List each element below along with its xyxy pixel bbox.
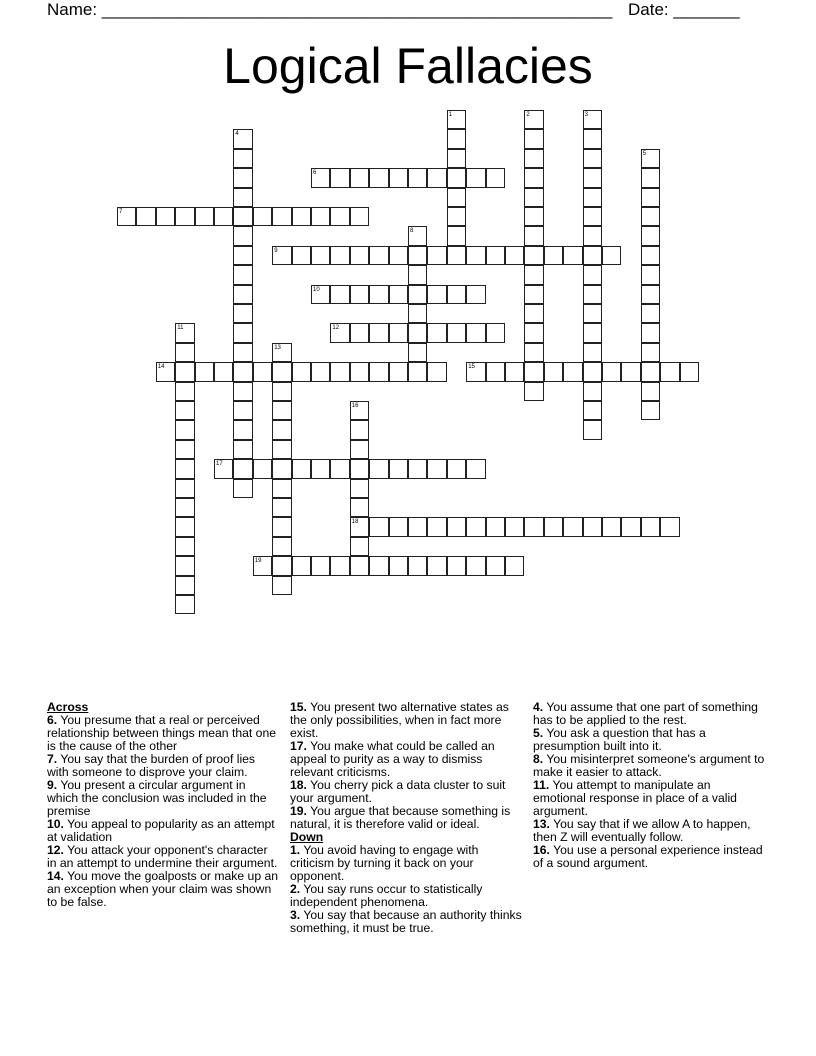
grid-cell[interactable] xyxy=(447,110,466,129)
grid-cell[interactable] xyxy=(233,188,252,207)
grid-cell[interactable] xyxy=(272,459,291,478)
grid-cell[interactable] xyxy=(408,459,427,478)
across-clue: 7. You say that the burden of proof lies with someone to disprove your claim. xyxy=(47,752,256,779)
grid-cell[interactable] xyxy=(641,246,660,265)
grid-cell[interactable] xyxy=(253,362,272,381)
grid-cell[interactable] xyxy=(524,285,543,304)
grid-cell[interactable] xyxy=(214,207,233,226)
grid-cell[interactable] xyxy=(350,207,369,226)
clues-column-3 xyxy=(533,701,765,870)
grid-cell[interactable] xyxy=(408,265,427,284)
grid-cell[interactable] xyxy=(233,265,252,284)
grid-cell[interactable] xyxy=(330,246,349,265)
grid-cell[interactable] xyxy=(427,459,446,478)
grid-cell[interactable] xyxy=(524,246,543,265)
grid-cell[interactable] xyxy=(350,498,369,517)
grid-cell[interactable] xyxy=(272,576,291,595)
grid-cell[interactable] xyxy=(233,207,252,226)
across-clue: 15. You present two alternative states as the only possibilities, when in fact more exist. xyxy=(290,700,509,740)
grid-cell[interactable] xyxy=(641,168,660,187)
grid-cell[interactable] xyxy=(311,285,330,304)
grid-cell[interactable] xyxy=(233,246,252,265)
grid-cell[interactable] xyxy=(563,362,582,381)
grid-cell[interactable] xyxy=(505,517,524,536)
grid-cell[interactable] xyxy=(486,362,505,381)
clue-number: 16 xyxy=(351,403,359,409)
grid-cell[interactable] xyxy=(233,479,252,498)
grid-cell[interactable] xyxy=(427,168,446,187)
grid-cell[interactable] xyxy=(233,401,252,420)
grid-cell[interactable] xyxy=(272,517,291,536)
grid-cell[interactable] xyxy=(350,556,369,575)
grid-cell[interactable] xyxy=(175,459,194,478)
grid-cell[interactable] xyxy=(311,246,330,265)
grid-cell[interactable] xyxy=(369,556,388,575)
grid-cell[interactable] xyxy=(272,401,291,420)
grid-cell[interactable] xyxy=(641,382,660,401)
grid-cell[interactable] xyxy=(350,323,369,342)
clue-number: 12 xyxy=(332,325,340,332)
grid-cell[interactable] xyxy=(641,188,660,207)
grid-cell[interactable] xyxy=(408,168,427,187)
clue-number: 1 xyxy=(448,112,453,118)
grid-cell[interactable] xyxy=(350,479,369,498)
grid-cell[interactable] xyxy=(330,323,349,342)
grid-cell[interactable] xyxy=(524,188,543,207)
down-clue: 3. You say that because an authority thinks something, it must be true. xyxy=(290,908,522,935)
grid-cell[interactable] xyxy=(583,304,602,323)
down-clue: 16. You use a personal experience instead of a sound argument. xyxy=(533,843,763,870)
grid-cell[interactable] xyxy=(427,246,446,265)
grid-cell[interactable] xyxy=(369,285,388,304)
grid-cell[interactable] xyxy=(233,362,252,381)
grid-cell[interactable] xyxy=(486,556,505,575)
grid-cell[interactable] xyxy=(641,343,660,362)
grid-cell[interactable] xyxy=(641,304,660,323)
down-clue: 4. You assume that one part of something has to be applied to the rest. xyxy=(533,700,758,727)
grid-cell[interactable] xyxy=(466,246,485,265)
grid-cell[interactable] xyxy=(660,517,679,536)
grid-cell[interactable] xyxy=(272,382,291,401)
grid-cell[interactable] xyxy=(447,188,466,207)
grid-cell[interactable] xyxy=(427,517,446,536)
grid-cell[interactable] xyxy=(447,207,466,226)
grid-cell[interactable] xyxy=(175,576,194,595)
grid-cell[interactable] xyxy=(505,556,524,575)
grid-cell[interactable] xyxy=(524,323,543,342)
grid-cell[interactable] xyxy=(583,401,602,420)
grid-cell[interactable] xyxy=(524,110,543,129)
clues-column-2 xyxy=(290,701,522,935)
grid-cell[interactable] xyxy=(466,459,485,478)
grid-cell[interactable] xyxy=(563,246,582,265)
grid-cell[interactable] xyxy=(311,556,330,575)
grid-cell[interactable] xyxy=(408,226,427,245)
grid-cell[interactable] xyxy=(350,420,369,439)
grid-cell[interactable] xyxy=(369,362,388,381)
grid-cell[interactable] xyxy=(447,556,466,575)
grid-cell[interactable] xyxy=(272,207,291,226)
grid-cell[interactable] xyxy=(175,401,194,420)
grid-cell[interactable] xyxy=(641,285,660,304)
down-clue: 11. You attempt to manipulate an emotional response in place of a valid argument. xyxy=(533,778,737,818)
grid-cell[interactable] xyxy=(408,362,427,381)
grid-cell[interactable] xyxy=(583,246,602,265)
grid-cell[interactable] xyxy=(175,479,194,498)
grid-cell[interactable] xyxy=(447,226,466,245)
across-heading: Across xyxy=(47,700,89,714)
grid-cell[interactable] xyxy=(641,226,660,245)
grid-cell[interactable] xyxy=(175,207,194,226)
grid-cell[interactable] xyxy=(486,246,505,265)
puzzle-title: Logical Fallacies xyxy=(223,38,593,94)
clue-number: 8 xyxy=(410,228,414,235)
grid-cell[interactable] xyxy=(583,362,602,381)
grid-cell[interactable] xyxy=(544,362,563,381)
grid-cell[interactable] xyxy=(524,362,543,381)
grid-cell[interactable] xyxy=(408,304,427,323)
grid-cell[interactable] xyxy=(292,207,311,226)
grid-cell[interactable] xyxy=(175,556,194,575)
grid-cell[interactable] xyxy=(272,498,291,517)
clue-number: 6 xyxy=(313,170,317,177)
grid-cell[interactable] xyxy=(292,362,311,381)
grid-cell[interactable] xyxy=(233,129,252,148)
grid-cell[interactable] xyxy=(641,362,660,381)
grid-cell[interactable] xyxy=(233,304,252,323)
across-clue: 17. You make what could be called an appeal to purity as a way to dismiss relevant criticisms. xyxy=(290,739,495,779)
clue-number: 14 xyxy=(157,364,165,371)
grid-cell[interactable] xyxy=(233,343,252,362)
grid-cell[interactable] xyxy=(369,459,388,478)
grid-cell[interactable] xyxy=(583,168,602,187)
grid-cell[interactable] xyxy=(583,323,602,342)
down-clue: 5. You ask a question that has a presumption built into it. xyxy=(533,726,706,753)
grid-cell[interactable] xyxy=(233,168,252,187)
grid-cell[interactable] xyxy=(175,440,194,459)
date-field-label: Date: _______ xyxy=(628,0,740,19)
grid-cell[interactable] xyxy=(408,323,427,342)
grid-cell[interactable] xyxy=(195,207,214,226)
grid-cell[interactable] xyxy=(680,362,699,381)
grid-cell[interactable] xyxy=(466,285,485,304)
grid-cell[interactable] xyxy=(330,168,349,187)
grid-cell[interactable] xyxy=(583,517,602,536)
grid-cell[interactable] xyxy=(350,517,369,536)
grid-cell[interactable] xyxy=(524,517,543,536)
grid-cell[interactable] xyxy=(175,498,194,517)
grid-cell[interactable] xyxy=(369,323,388,342)
grid-cell[interactable] xyxy=(466,323,485,342)
grid-cell[interactable] xyxy=(447,129,466,148)
grid-cell[interactable] xyxy=(175,537,194,556)
grid-cell[interactable] xyxy=(447,285,466,304)
across-clue: 12. You attack your opponent's character in an attempt to undermine their argument. xyxy=(47,843,278,870)
grid-cell[interactable] xyxy=(524,168,543,187)
grid-cell[interactable] xyxy=(156,207,175,226)
grid-cell[interactable] xyxy=(447,459,466,478)
grid-cell[interactable] xyxy=(524,304,543,323)
grid-cell[interactable] xyxy=(389,323,408,342)
across-clue: 18. You cherry pick a data cluster to suit your argument. xyxy=(290,778,506,805)
grid-cell[interactable] xyxy=(408,285,427,304)
grid-cell[interactable] xyxy=(389,168,408,187)
down-clue: 2. You say runs occur to statistically independent phenomena. xyxy=(290,882,483,909)
clue-number: 4 xyxy=(235,131,239,138)
grid-cell[interactable] xyxy=(233,420,252,439)
across-clue: 6. You presume that a real or perceived relationship between things mean that one is the cause of the other xyxy=(47,713,277,753)
grid-cell[interactable] xyxy=(641,149,660,168)
grid-cell[interactable] xyxy=(544,517,563,536)
grid-cell[interactable] xyxy=(389,459,408,478)
grid-cell[interactable] xyxy=(583,382,602,401)
grid-cell[interactable] xyxy=(641,207,660,226)
grid-cell[interactable] xyxy=(233,149,252,168)
grid-cell[interactable] xyxy=(156,362,175,381)
grid-cell[interactable] xyxy=(524,382,543,401)
grid-cell[interactable] xyxy=(272,362,291,381)
grid-cell[interactable] xyxy=(466,362,485,381)
clue-number: 17 xyxy=(216,461,223,468)
clue-number: 2 xyxy=(526,112,530,118)
across-clue: 14. You move the goalposts or make up an an exception when your claim was shown to be false. xyxy=(47,869,279,909)
grid-cell[interactable] xyxy=(272,537,291,556)
grid-cell[interactable] xyxy=(214,362,233,381)
clue-number: 19 xyxy=(254,558,262,565)
grid-cell[interactable] xyxy=(233,440,252,459)
grid-cell[interactable] xyxy=(175,517,194,536)
clue-number: 13 xyxy=(274,344,281,351)
across-clue: 10. You appeal to popularity as an attempt at validation xyxy=(47,817,275,844)
grid-cell[interactable] xyxy=(292,459,311,478)
grid-cell[interactable] xyxy=(195,362,214,381)
grid-cell[interactable] xyxy=(408,556,427,575)
grid-cell[interactable] xyxy=(427,556,446,575)
grid-cell[interactable] xyxy=(175,343,194,362)
grid-cell[interactable] xyxy=(583,188,602,207)
grid-cell[interactable] xyxy=(350,459,369,478)
grid-cell[interactable] xyxy=(253,207,272,226)
grid-cell[interactable] xyxy=(233,459,252,478)
grid-cell[interactable] xyxy=(350,285,369,304)
grid-cell[interactable] xyxy=(175,420,194,439)
grid-cell[interactable] xyxy=(272,420,291,439)
grid-cell[interactable] xyxy=(233,226,252,245)
grid-cell[interactable] xyxy=(369,246,388,265)
grid-cell[interactable] xyxy=(641,323,660,342)
grid-cell[interactable] xyxy=(447,149,466,168)
clue-number: 5 xyxy=(642,150,647,157)
grid-cell[interactable] xyxy=(583,129,602,148)
down-heading: Down xyxy=(290,830,324,844)
grid-cell[interactable] xyxy=(330,459,349,478)
grid-cell[interactable] xyxy=(524,343,543,362)
grid-cell[interactable] xyxy=(330,556,349,575)
grid-cell[interactable] xyxy=(330,362,349,381)
grid-cell[interactable] xyxy=(466,168,485,187)
grid-cell[interactable] xyxy=(389,517,408,536)
clue-number: 15 xyxy=(468,364,475,371)
grid-cell[interactable] xyxy=(524,149,543,168)
clue-number: 11 xyxy=(177,325,184,332)
grid-cell[interactable] xyxy=(486,323,505,342)
grid-cell[interactable] xyxy=(136,207,155,226)
grid-cell[interactable] xyxy=(369,168,388,187)
grid-cell[interactable] xyxy=(466,517,485,536)
grid-cell[interactable] xyxy=(466,556,485,575)
down-clue: 13. You say that if we allow A to happen, then Z will eventually follow. xyxy=(533,817,751,844)
grid-cell[interactable] xyxy=(117,207,136,226)
grid-cell[interactable] xyxy=(447,517,466,536)
grid-cell[interactable] xyxy=(350,246,369,265)
grid-cell[interactable] xyxy=(175,362,194,381)
grid-cell[interactable] xyxy=(505,246,524,265)
grid-cell[interactable] xyxy=(660,362,679,381)
across-clue: 19. You argue that because something is natural, it is therefore valid or ideal. xyxy=(290,804,511,831)
clue-number: 3 xyxy=(584,112,588,118)
grid-cell[interactable] xyxy=(389,285,408,304)
grid-cell[interactable] xyxy=(447,323,466,342)
grid-cell[interactable] xyxy=(524,226,543,245)
grid-cell[interactable] xyxy=(602,517,621,536)
grid-cell[interactable] xyxy=(641,401,660,420)
grid-cell[interactable] xyxy=(583,207,602,226)
grid-cell[interactable] xyxy=(427,362,446,381)
grid-cell[interactable] xyxy=(408,517,427,536)
name-field-label: Name: ______________________________________________________ xyxy=(47,0,613,19)
grid-cell[interactable] xyxy=(311,207,330,226)
grid-cell[interactable] xyxy=(486,517,505,536)
clue-number: 9 xyxy=(274,247,278,254)
grid-cell[interactable] xyxy=(408,246,427,265)
grid-cell[interactable] xyxy=(583,343,602,362)
grid-cell[interactable] xyxy=(272,246,291,265)
grid-cell[interactable] xyxy=(292,246,311,265)
grid-cell[interactable] xyxy=(583,420,602,439)
grid-cell[interactable] xyxy=(311,168,330,187)
grid-cell[interactable] xyxy=(427,285,446,304)
grid-cell[interactable] xyxy=(602,246,621,265)
grid-cell[interactable] xyxy=(253,556,272,575)
grid-cell[interactable] xyxy=(621,362,640,381)
grid-cell[interactable] xyxy=(583,265,602,284)
grid-cell[interactable] xyxy=(214,459,233,478)
down-clue: 8. You misinterpret someone's argument to make it easier to attack. xyxy=(533,752,765,779)
grid-cell[interactable] xyxy=(311,459,330,478)
grid-cell[interactable] xyxy=(292,556,311,575)
grid-cell[interactable] xyxy=(583,149,602,168)
grid-cell[interactable] xyxy=(350,401,369,420)
grid-cell[interactable] xyxy=(350,362,369,381)
grid-cell[interactable] xyxy=(272,479,291,498)
grid-cell[interactable] xyxy=(389,556,408,575)
clue-number: 7 xyxy=(119,209,123,215)
grid-cell[interactable] xyxy=(330,207,349,226)
grid-cell[interactable] xyxy=(175,595,194,614)
grid-cell[interactable] xyxy=(563,517,582,536)
grid-cell[interactable] xyxy=(233,382,252,401)
clues-column-1 xyxy=(47,701,279,909)
grid-cell[interactable] xyxy=(641,517,660,536)
grid-cell[interactable] xyxy=(447,246,466,265)
grid-cell[interactable] xyxy=(544,246,563,265)
grid-cell[interactable] xyxy=(486,168,505,187)
grid-cell[interactable] xyxy=(350,168,369,187)
grid-cell[interactable] xyxy=(621,517,640,536)
grid-cell[interactable] xyxy=(583,226,602,245)
grid-cell[interactable] xyxy=(524,207,543,226)
grid-cell[interactable] xyxy=(524,265,543,284)
grid-cell[interactable] xyxy=(369,517,388,536)
grid-cell[interactable] xyxy=(427,323,446,342)
clue-number: 10 xyxy=(313,286,320,293)
grid-cell[interactable] xyxy=(641,265,660,284)
clue-number: 18 xyxy=(351,519,359,526)
grid-cell[interactable] xyxy=(233,285,252,304)
grid-cell[interactable] xyxy=(583,285,602,304)
grid-cell[interactable] xyxy=(175,323,194,342)
grid-cell[interactable] xyxy=(272,343,291,362)
grid-cell[interactable] xyxy=(447,168,466,187)
across-clue: 9. You present a circular argument in which the conclusion was included in the premise xyxy=(47,778,267,818)
grid-cell[interactable] xyxy=(389,362,408,381)
grid-cell[interactable] xyxy=(272,440,291,459)
grid-cell[interactable] xyxy=(175,382,194,401)
grid-cell[interactable] xyxy=(350,537,369,556)
grid-cell[interactable] xyxy=(311,362,330,381)
down-clue: 1. You avoid having to engage with criticism by turning it back on your opponent. xyxy=(290,843,479,883)
grid-cell[interactable] xyxy=(583,110,602,129)
grid-cell[interactable] xyxy=(505,362,524,381)
grid-cell[interactable] xyxy=(233,323,252,342)
grid-cell[interactable] xyxy=(408,343,427,362)
grid-cell[interactable] xyxy=(253,459,272,478)
grid-cell[interactable] xyxy=(602,362,621,381)
grid-cell[interactable] xyxy=(330,285,349,304)
grid-cell[interactable] xyxy=(272,556,291,575)
grid-cell[interactable] xyxy=(389,246,408,265)
grid-cell[interactable] xyxy=(350,440,369,459)
grid-cell[interactable] xyxy=(524,129,543,148)
